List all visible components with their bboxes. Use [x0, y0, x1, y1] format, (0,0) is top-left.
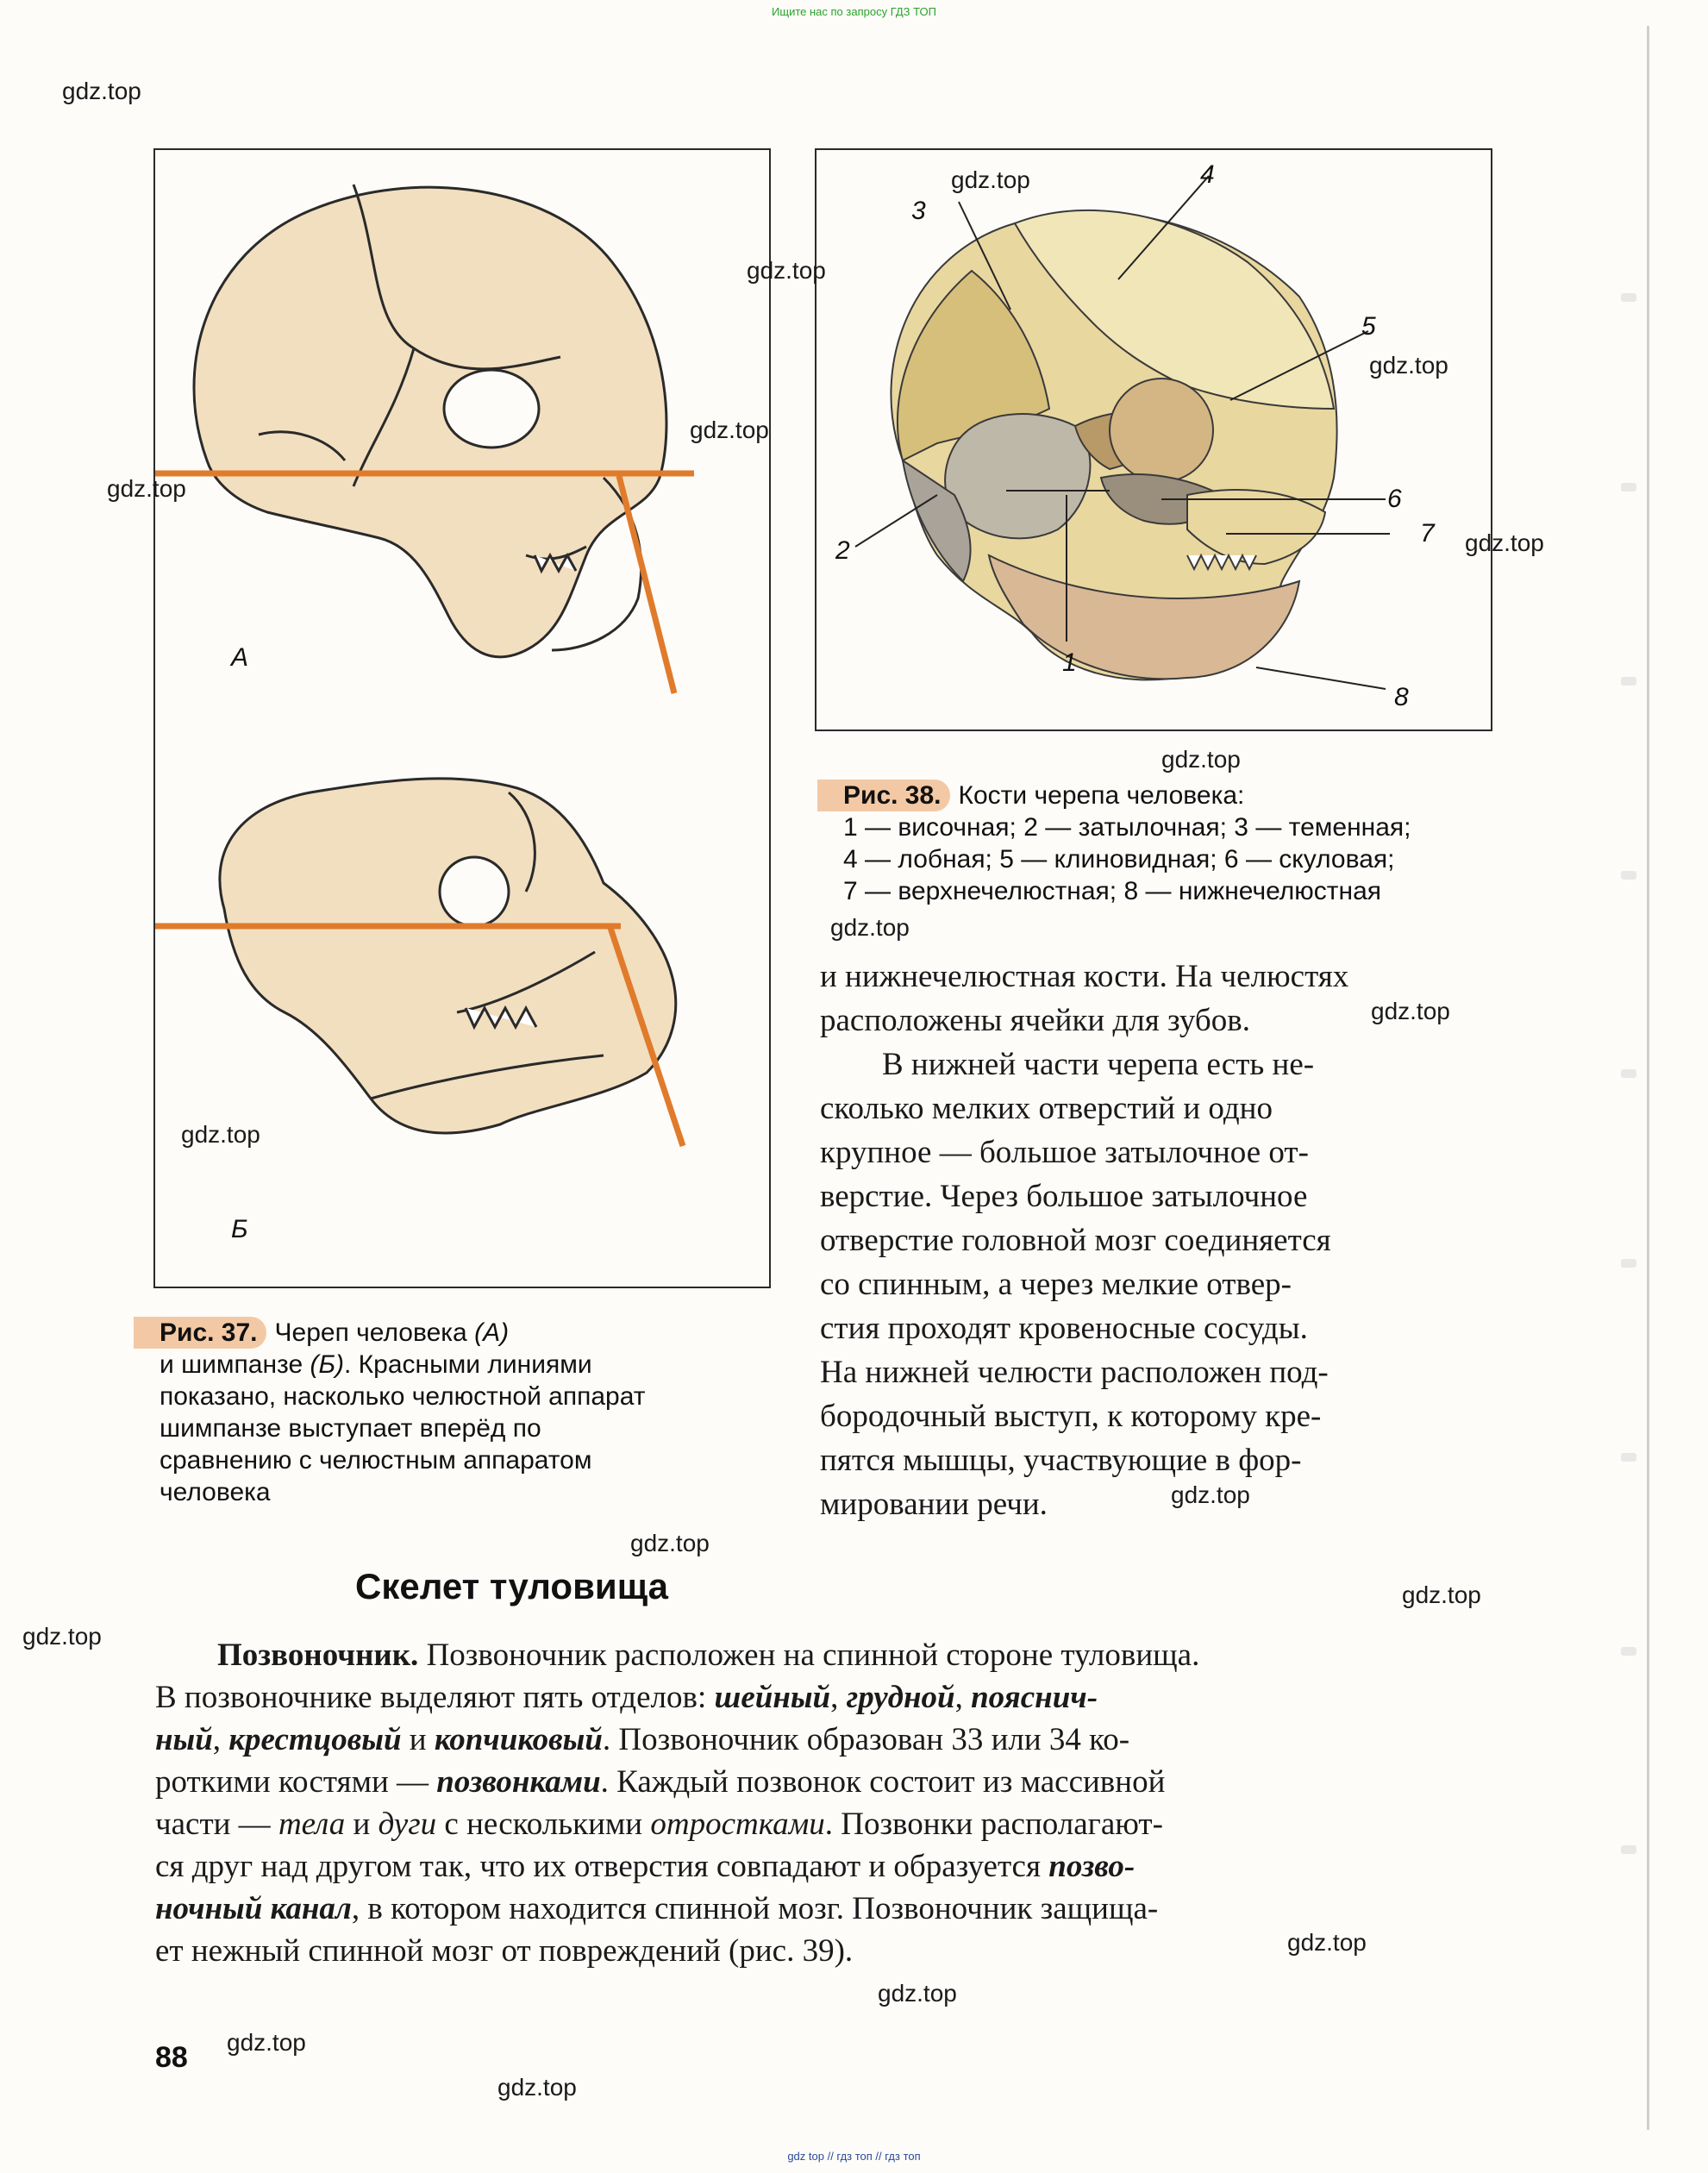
text-line: бородочный выступ, к которому кре-: [820, 1399, 1322, 1434]
caption-text: . Красными линиями: [344, 1350, 592, 1379]
watermark: gdz.top: [227, 2029, 306, 2056]
text-line: и нижнечелюстная кости. На челюстях: [820, 959, 1349, 994]
binder-mark: [1621, 293, 1636, 302]
text-run: роткими костями —: [155, 1764, 437, 1800]
right-column-text: [820, 955, 1484, 1526]
text-line: верстие. Через большое затылочное: [820, 1179, 1308, 1214]
term-thoracic: грудной: [846, 1680, 955, 1715]
text-run: . Позвоночник образован 33 или 34 ко-: [602, 1722, 1130, 1757]
text-line: мировании речи.: [820, 1487, 1048, 1522]
chimpanzee-skull-drawing: [220, 779, 676, 1133]
text-run: . Каждый позвонок состоит из массивной: [600, 1764, 1166, 1800]
bone-number-5: 5: [1361, 312, 1376, 341]
watermark: gdz.top: [1465, 529, 1544, 556]
caption-text: 1 — височная; 2 — затылочная; 3 — теменная;: [843, 813, 1411, 842]
section-heading: Скелет туловища: [355, 1566, 669, 1606]
page-edge-shadow: [1647, 26, 1649, 2130]
text-run: и: [401, 1722, 435, 1757]
text-line: стия проходят кровеносные сосуды.: [820, 1311, 1308, 1346]
watermark: gdz.top: [878, 1980, 957, 2007]
text-run: Позвоночник расположен на спинной стороне туловища.: [418, 1638, 1200, 1673]
caption-text: Череп человека: [274, 1318, 475, 1347]
watermark: gdz.top: [830, 914, 910, 941]
figure-37-frame: [153, 148, 771, 1288]
term-lumbar: ный: [155, 1722, 213, 1757]
text-line: отверстие головной мозг соединяется: [820, 1223, 1331, 1258]
caption-text: 4 — лобная; 5 — клиновидная; 6 — скуловая;: [843, 845, 1395, 874]
text-run: части —: [155, 1807, 278, 1842]
bone-number-3: 3: [911, 197, 926, 225]
bone-number-2: 2: [835, 536, 850, 565]
watermark: gdz.top: [630, 1530, 710, 1556]
caption-text: и шимпанзе: [160, 1350, 310, 1379]
watermark: gdz.top: [690, 416, 769, 443]
term-processes: отростками: [650, 1807, 825, 1842]
binder-mark: [1621, 1647, 1636, 1656]
term-vertebrae: позвонками: [436, 1764, 601, 1800]
watermark: gdz.top: [497, 2074, 577, 2101]
term-arch: дуги: [378, 1807, 437, 1842]
figure-37-tag: Рис. 37.: [134, 1317, 266, 1349]
watermark: gdz.top: [1371, 998, 1450, 1024]
binder-mark: [1621, 1069, 1636, 1078]
bone-number-6: 6: [1387, 485, 1402, 513]
term-sacral: крестцовый: [228, 1722, 402, 1757]
text-line: В нижней части черепа есть не-: [882, 1047, 1315, 1082]
caption-text: (А): [474, 1318, 510, 1347]
watermark: gdz.top: [181, 1121, 260, 1148]
figure-38-frame: [815, 148, 1492, 731]
binder-mark: [1621, 1845, 1636, 1854]
figure-37-caption: [160, 1317, 798, 1508]
text-line: пятся мышцы, участвующие в фор-: [820, 1443, 1302, 1478]
binder-mark: [1621, 871, 1636, 880]
bone-number-7: 7: [1420, 519, 1435, 548]
human-jaw-protrusion-line: [619, 476, 674, 693]
bone-number-8: 8: [1394, 683, 1409, 711]
eye-orbit-shape: [1110, 379, 1213, 482]
watermark: gdz.top: [1161, 746, 1241, 773]
text-run: с несколькими: [436, 1807, 651, 1842]
page-number: 88: [155, 2041, 188, 2074]
human-skull-drawing: [194, 185, 666, 657]
text-run: ет нежный спинной мозг от повреждений (рис. 39).: [155, 1933, 854, 1969]
text-run: и: [345, 1807, 379, 1842]
watermark: gdz.top: [22, 1623, 102, 1650]
term-spinal-canal: позво-: [1048, 1849, 1136, 1884]
watermark: gdz.top: [62, 78, 141, 104]
text-run: , в котором находится спинной мозг. Позвоночник защища-: [351, 1891, 1159, 1926]
watermark: gdz.top: [1369, 352, 1448, 379]
watermark: gdz.top: [747, 257, 826, 284]
text-line: расположены ячейки для зубов.: [820, 1003, 1250, 1038]
figure-38-illustration: [816, 150, 1491, 730]
temporal-bone-shape: [945, 414, 1090, 538]
bone-number-4: 4: [1200, 160, 1215, 189]
site-footer-link[interactable]: gdz top // гдз топ // гдз топ: [787, 2150, 921, 2163]
term-spine: Позвоночник.: [217, 1638, 419, 1673]
binder-mark: [1621, 1259, 1636, 1268]
watermark: gdz.top: [1171, 1481, 1250, 1508]
figure-37-label-b: Б: [231, 1215, 248, 1243]
term-cervical: шейный: [714, 1680, 831, 1715]
text-run: ,: [954, 1680, 972, 1715]
text-run: В позвоночнике выделяют пять отделов:: [155, 1680, 715, 1715]
term-coccygeal: копчиковый: [434, 1722, 603, 1757]
figure-38-caption: [843, 780, 1498, 907]
watermark: gdz.top: [1287, 1929, 1367, 1956]
figure-38-tag: Рис. 38.: [817, 780, 950, 811]
text-run: . Позвонки располагают-: [824, 1807, 1163, 1842]
main-paragraph: [155, 1634, 1483, 1972]
caption-text: сравнению с челюстным аппаратом: [160, 1446, 592, 1475]
text-run: ся друг над другом так, что их отверстия совпадают и образуется: [155, 1849, 1049, 1884]
caption-text: Кости черепа человека:: [958, 781, 1245, 810]
text-line: На нижней челюсти расположен под-: [820, 1355, 1329, 1390]
watermark: gdz.top: [1402, 1581, 1481, 1608]
binder-mark: [1621, 483, 1636, 492]
binder-mark: [1621, 677, 1636, 686]
term-lumbar: пояснич-: [971, 1680, 1098, 1715]
figure-37-illustration: [155, 150, 769, 1287]
caption-text: шимпанзе выступает вперёд по: [160, 1414, 541, 1443]
text-run: ,: [830, 1680, 847, 1715]
caption-text: человека: [160, 1478, 271, 1506]
text-line: сколько мелких отверстий и одно: [820, 1091, 1273, 1126]
watermark: gdz.top: [951, 166, 1030, 193]
caption-text: показано, насколько челюстной аппарат: [160, 1382, 646, 1411]
text-run: ,: [212, 1722, 229, 1757]
site-header-link[interactable]: Ищите нас по запросу ГДЗ ТОП: [772, 5, 936, 18]
text-line: со спинным, а через мелкие отвер-: [820, 1267, 1292, 1302]
caption-text: (Б): [310, 1350, 344, 1379]
bone-number-1: 1: [1062, 648, 1077, 677]
figure-37-label-a: А: [231, 643, 249, 672]
binder-mark: [1621, 1453, 1636, 1462]
text-line: крупное — большое затылочное от-: [820, 1135, 1309, 1170]
caption-text: 7 — верхнечелюстная; 8 — нижнечелюстная: [843, 877, 1382, 905]
term-spinal-canal: ночный канал: [155, 1891, 352, 1926]
term-body: тела: [278, 1807, 346, 1842]
watermark: gdz.top: [107, 475, 186, 502]
